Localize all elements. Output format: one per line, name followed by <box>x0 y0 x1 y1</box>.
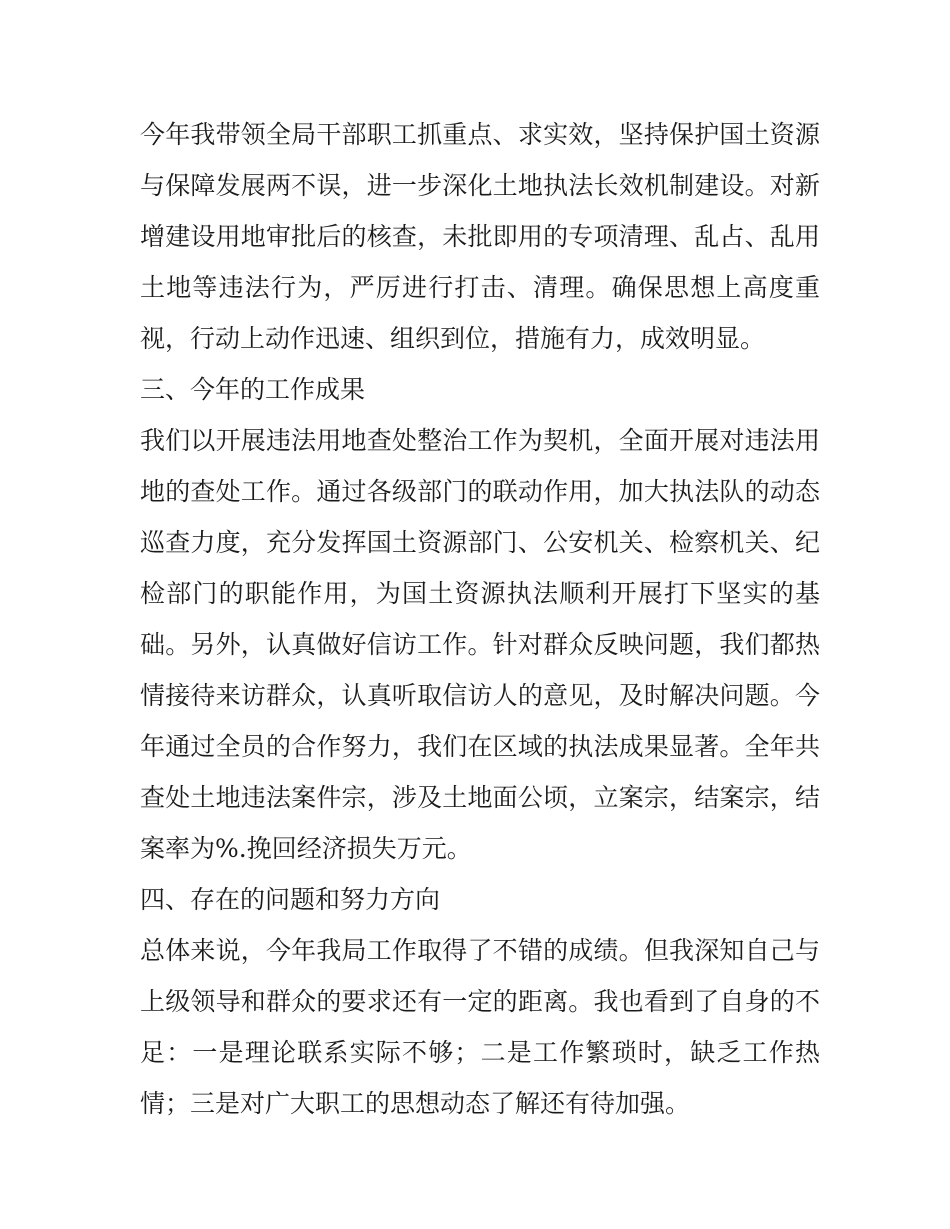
text-line: 足：一是理论联系实际不够；二是工作繁琐时，缺乏工作热 <box>140 1038 820 1067</box>
text-line: 查处土地违法案件宗，涉及土地面公顷，立案宗，结案宗，结 <box>140 783 820 812</box>
text-line: 地的查处工作。通过各级部门的联动作用，加大执法队的动态 <box>140 477 820 506</box>
paragraph-results <box>140 415 820 874</box>
text-line: 我们以开展违法用地查处整治工作为契机，全面开展对违法用 <box>140 426 820 455</box>
text-line: 年通过全员的合作努力，我们在区域的执法成果显著。全年共 <box>140 732 820 761</box>
text-line: 情接待来访群众，认真听取信访人的意见，及时解决问题。今 <box>140 681 820 710</box>
text-line: 上级领导和群众的要求还有一定的距离。我也看到了自身的不 <box>140 987 820 1016</box>
section-heading-problems: 四、存在的问题和努力方向 <box>140 885 441 914</box>
text-line: 与保障发展两不误，进一步深化土地执法长效机制建设。对新 <box>140 171 820 200</box>
text-line: 情；三是对广大职工的思想动态了解还有待加强。 <box>140 1089 691 1118</box>
text-line: 案率为%.挽回经济损失万元。 <box>140 834 472 863</box>
paragraph-problems <box>140 925 820 1129</box>
text-line: 总体来说，今年我局工作取得了不错的成绩。但我深知自己与 <box>140 936 820 965</box>
paragraph-work-summary <box>140 109 820 364</box>
text-line: 视，行动上动作迅速、组织到位，措施有力，成效明显。 <box>140 324 766 353</box>
text-line: 增建设用地审批后的核查，未批即用的专项清理、乱占、乱用 <box>140 222 820 251</box>
text-line: 础。另外，认真做好信访工作。针对群众反映问题，我们都热 <box>140 630 820 659</box>
text-line: 检部门的职能作用，为国土资源执法顺利开展打下坚实的基 <box>140 579 820 608</box>
document-body <box>140 109 820 1129</box>
section-heading-results: 三、今年的工作成果 <box>140 375 366 404</box>
text-line: 今年我带领全局干部职工抓重点、求实效，坚持保护国土资源 <box>140 120 820 149</box>
text-line: 土地等违法行为，严厉进行打击、清理。确保思想上高度重 <box>140 273 820 302</box>
text-line: 巡查力度，充分发挥国土资源部门、公安机关、检察机关、纪 <box>140 528 820 557</box>
